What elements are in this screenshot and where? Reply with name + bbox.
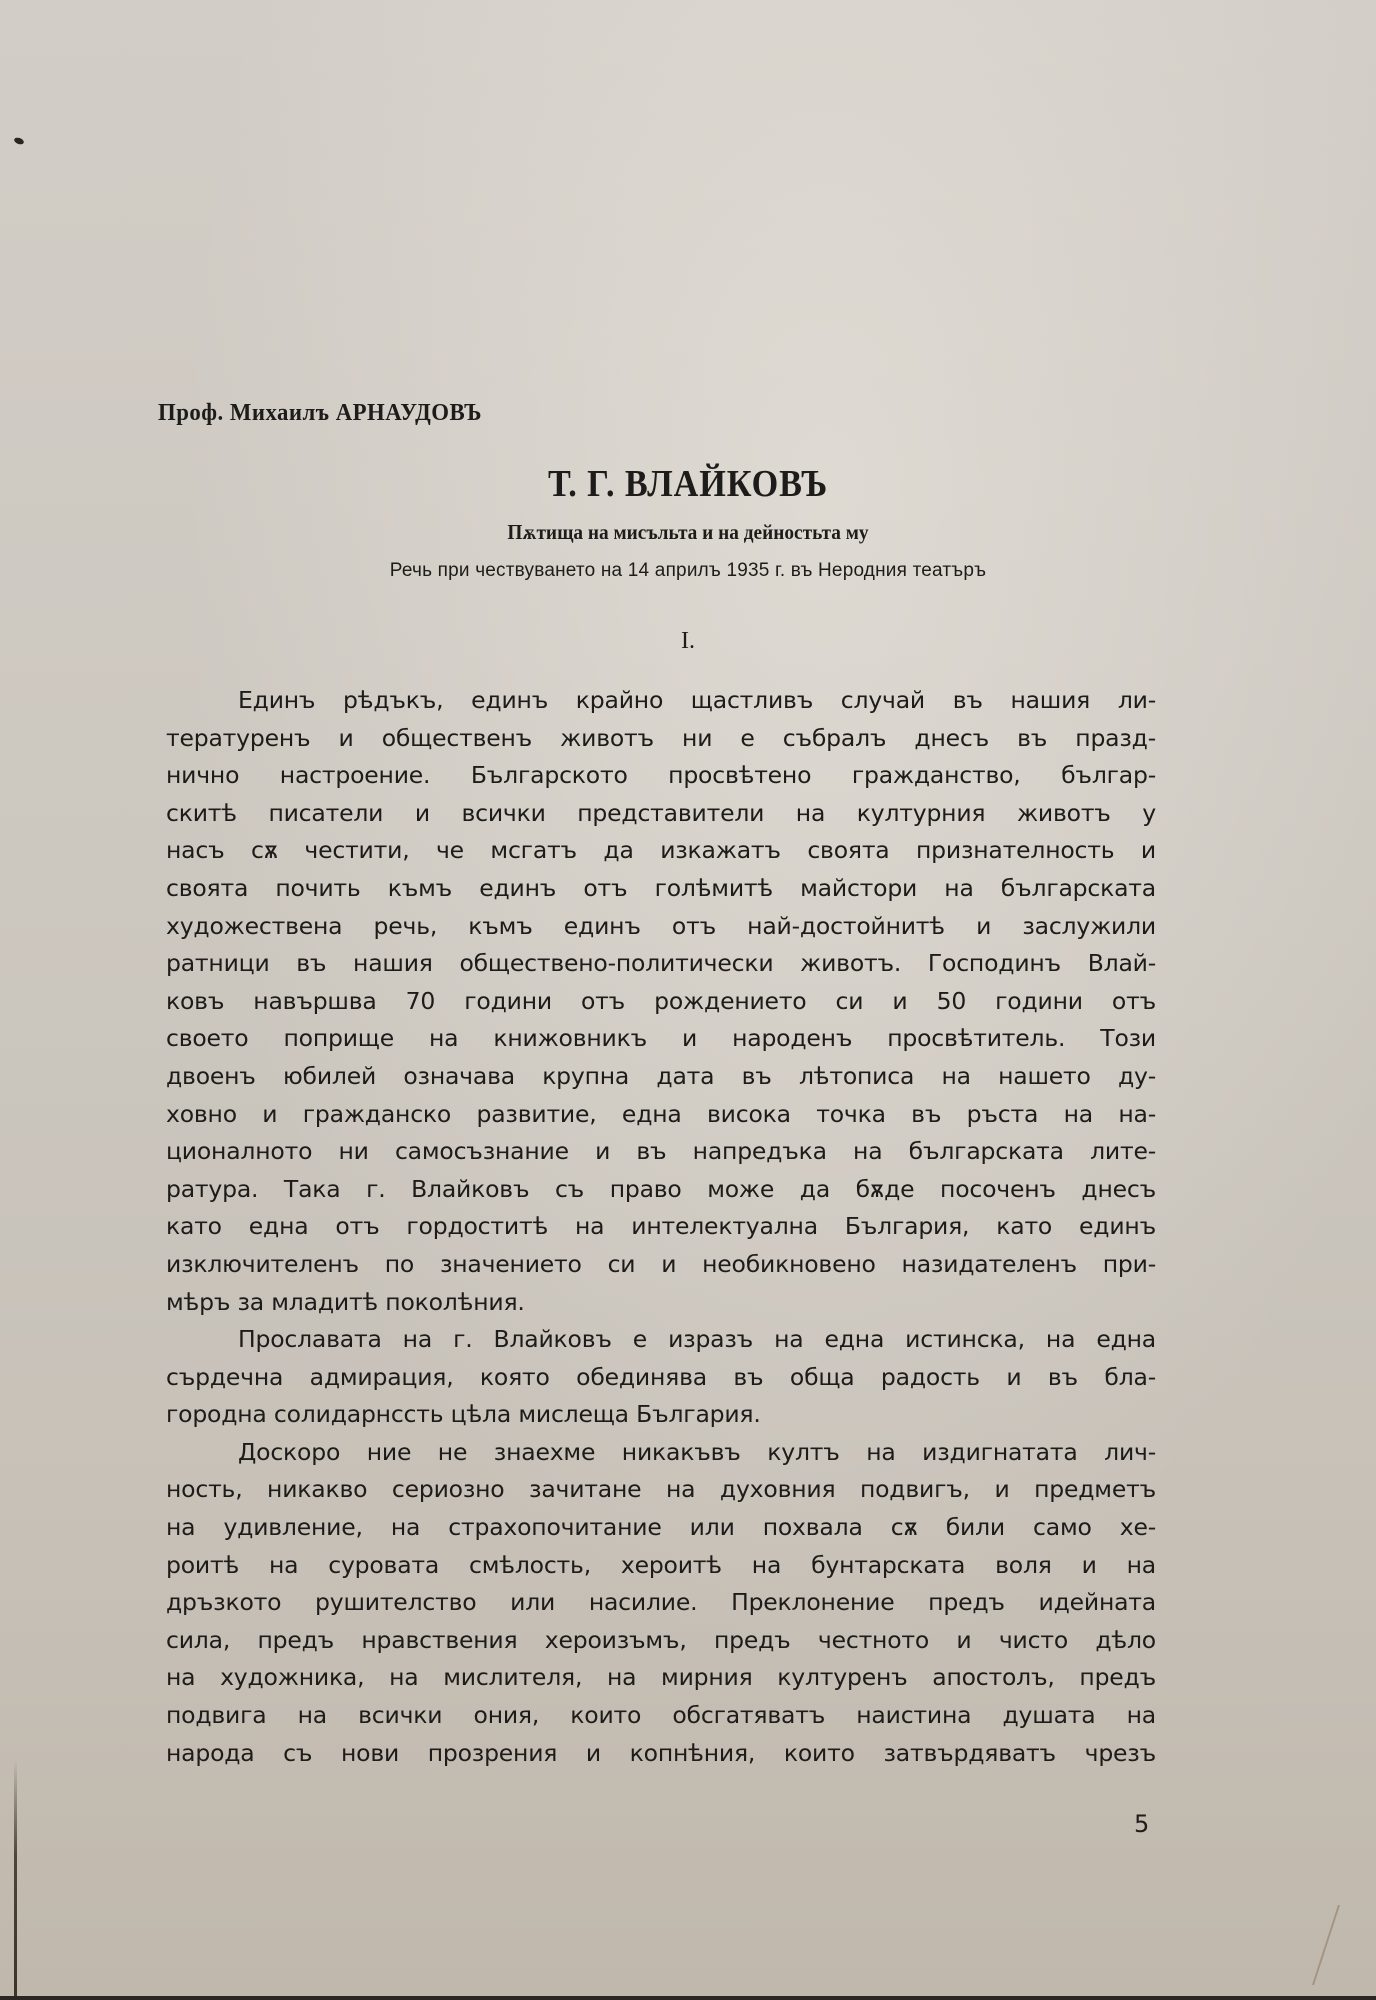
ink-speck (13, 136, 24, 145)
text-line: тературенъ и общественъ животъ ни е събралъ днесъ въ празд- (166, 723, 1156, 752)
page-edge-shadow (14, 1760, 17, 2000)
text-line: Прославата на г. Влайковъ е изразъ на една истинска, на една (238, 1325, 1156, 1354)
text-line: на художника, на мислителя, на мирния културенъ апостолъ, предъ (166, 1663, 1156, 1692)
text-line: Доскоро ние не знаехме никакъвъ култъ на издигнатата лич- (238, 1437, 1156, 1466)
article-subtitle: Пѫтища на мисъльта и на дейностьта му (507, 520, 869, 544)
text-line: дръзкото рушителство или насилие. Преклонение предъ идейната (166, 1588, 1156, 1617)
corner-crease (1312, 1905, 1376, 1985)
text-line: ковъ навършва 70 години отъ рождението си и 50 години отъ (166, 986, 1156, 1015)
text-line: ховно и гражданско развитие, една висока точка въ ръста на на- (166, 1099, 1156, 1128)
text-line: роитѣ на суровата смѣлость, хероитѣ на бунтарската воля и на (166, 1550, 1156, 1579)
author-byline: Проф. Михаилъ АРНАУДОВЪ (158, 400, 482, 426)
text-line: изключителенъ по значението си и необикновено назидателенъ при- (166, 1249, 1156, 1278)
text-line: ность, никакво сериозно зачитане на духовния подвигъ, и предметъ (166, 1475, 1156, 1504)
text-line: на удивление, на страхопочитание или похвала сѫ били само хе- (166, 1513, 1156, 1542)
text-line: ратура. Така г. Влайковъ съ право може да бѫде посоченъ днесъ (166, 1174, 1156, 1203)
text-line: насъ сѫ честити, че мсгатъ да изкажатъ своята признателность и (166, 836, 1156, 865)
text-line: художествена речь, къмъ единъ отъ най-достойнитѣ и заслужили (166, 911, 1156, 940)
text-line: мѣръ за младитѣ поколѣния. (166, 1287, 525, 1316)
text-line: скитѣ писатели и всички представители на културния животъ у (166, 798, 1156, 827)
text-line: Единъ рѣдъкъ, единъ крайно щастливъ случай въ нашия ли- (238, 686, 1156, 714)
text-line: сила, предъ нравствения хероизъмъ, предъ честното и чисто дѣло (166, 1625, 1156, 1654)
text-line: нично настроение. Българското просвѣтено гражданство, българ- (166, 761, 1156, 790)
text-line: своето поприще на книжовникъ и народенъ просвѣтитель. Този (166, 1024, 1156, 1053)
speech-occasion: Речь при чествуването на 14 априлъ 1935 г. въ Неродния театъръ (389, 560, 987, 581)
text-line: народа съ нови прозрения и копнѣния, които затвърдяватъ чрезъ (166, 1738, 1156, 1767)
text-line: подвига на всички ония, които обсгатяватъ наистина душата на (166, 1701, 1156, 1730)
page-number: 5 (1134, 1810, 1150, 1838)
body-text (166, 682, 1156, 1772)
article-title: Т. Г. ВЛАЙКОВЪ (547, 463, 829, 505)
text-line: сърдечна адмирация, която обединява въ обща радость и въ бла- (166, 1362, 1156, 1391)
page-bottom-edge (0, 1996, 1376, 2000)
text-line: своята почить къмъ единъ отъ голѣмитѣ майстори на българската (166, 873, 1156, 902)
text-line: ционалното ни самосъзнание и въ напредъка на българската лите- (166, 1137, 1156, 1166)
section-number: I. (681, 628, 695, 654)
text-line: ратници въ нашия обществено-политически животъ. Господинъ Влай- (166, 949, 1156, 978)
text-line: городна солидарнссть цѣла мислеща България. (166, 1400, 761, 1429)
text-line: като една отъ гордоститѣ на интелектуална България, като единъ (166, 1212, 1156, 1241)
text-line: двоенъ юбилей означава крупна дата въ лѣтописа на нашето ду- (166, 1061, 1156, 1090)
